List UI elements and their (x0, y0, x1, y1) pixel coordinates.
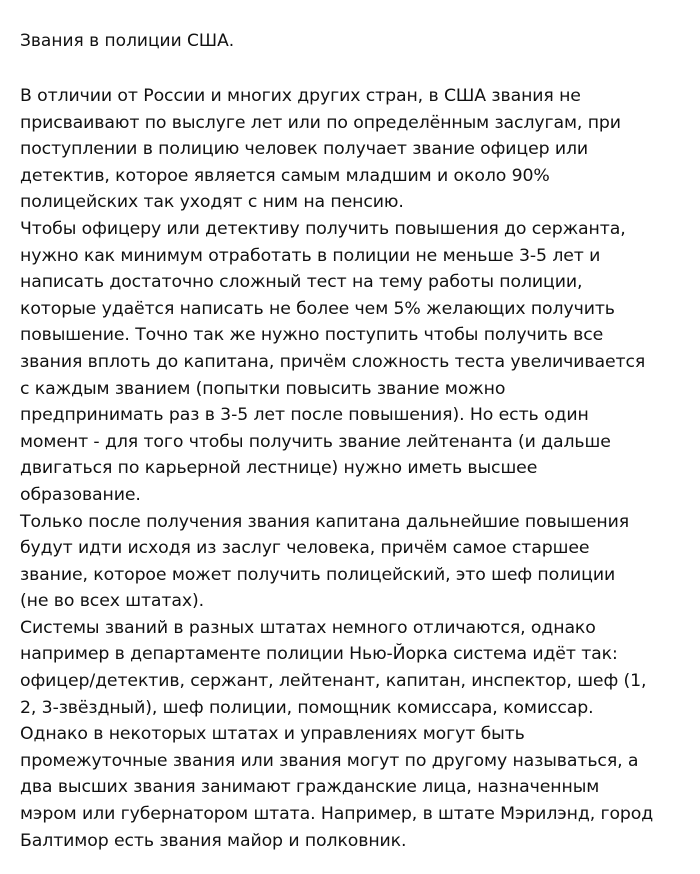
text-line: Системы званий в разных штатах немного отличаются, однако (20, 617, 596, 638)
text-line: полицейских так уходят с ним на пенсию. (20, 192, 404, 213)
text-line: присваивают по выслуге лет или по определённым заслугам, при (20, 112, 621, 133)
text-line: написать достаточно сложный тест на тему работы полиции, (20, 272, 583, 293)
document-title: Звания в полиции США. (20, 31, 235, 51)
text-line: Однако в некоторых штатах и управлениях могут быть (20, 724, 525, 745)
text-line: два высших звания занимают гражданские лица, назначенным (20, 777, 600, 798)
text-line: повышение. Точно так же нужно поступить чтобы получить все (20, 325, 604, 346)
text-line: с каждым званием (попытки повысить звание можно (20, 378, 506, 399)
text-line: нужно как минимум отработать в полиции не меньше 3-5 лет и (20, 245, 601, 266)
text-line: поступлении в полицию человек получает звание офицер или (20, 139, 589, 160)
text-line: В отличии от России и многих других стран, в США звания не (20, 86, 581, 106)
text-line: офицер/детектив, сержант, лейтенант, капитан, инспектор, шеф (1, (20, 671, 647, 692)
document-body (20, 83, 690, 854)
text-line: Чтобы офицеру или детективу получить повышения до сержанта, (20, 218, 626, 239)
text-line: момент - для того чтобы получить звание лейтенанта (и дальше (20, 431, 611, 452)
text-line: мэром или губернатором штата. Например, в штате Мэрилэнд, город (20, 804, 654, 825)
text-line: например в департаменте полиции Нью-Йорка система идёт так: (20, 644, 618, 665)
text-line: которые удаётся написать не более чем 5% желающих получить (20, 298, 615, 319)
text-line: промежуточные звания или звания могут по другому называться, а (20, 750, 639, 771)
text-line: звания вплоть до капитана, причём сложность теста увеличивается (20, 351, 646, 372)
text-line: Только после получения звания капитана дальнейшие повышения (20, 511, 630, 532)
text-line: будут идти исходя из заслуг человека, причём самое старшее (20, 538, 590, 559)
text-line: двигаться по карьерной лестнице) нужно иметь высшее (20, 458, 538, 479)
text-line: (не во всех штатах). (20, 591, 205, 612)
text-line: предпринимать раз в 3-5 лет после повышения). Но есть один (20, 405, 589, 426)
text-line: Балтимор есть звания майор и полковник. (20, 830, 407, 851)
text-line: 2, 3-звёздный), шеф полиции, помощник комиссара, комиссар. (20, 697, 594, 718)
text-line: звание, которое может получить полицейский, это шеф полиции (20, 564, 616, 585)
text-line: образование. (20, 484, 141, 505)
text-line: детектив, которое является самым младшим и около 90% (20, 165, 550, 186)
